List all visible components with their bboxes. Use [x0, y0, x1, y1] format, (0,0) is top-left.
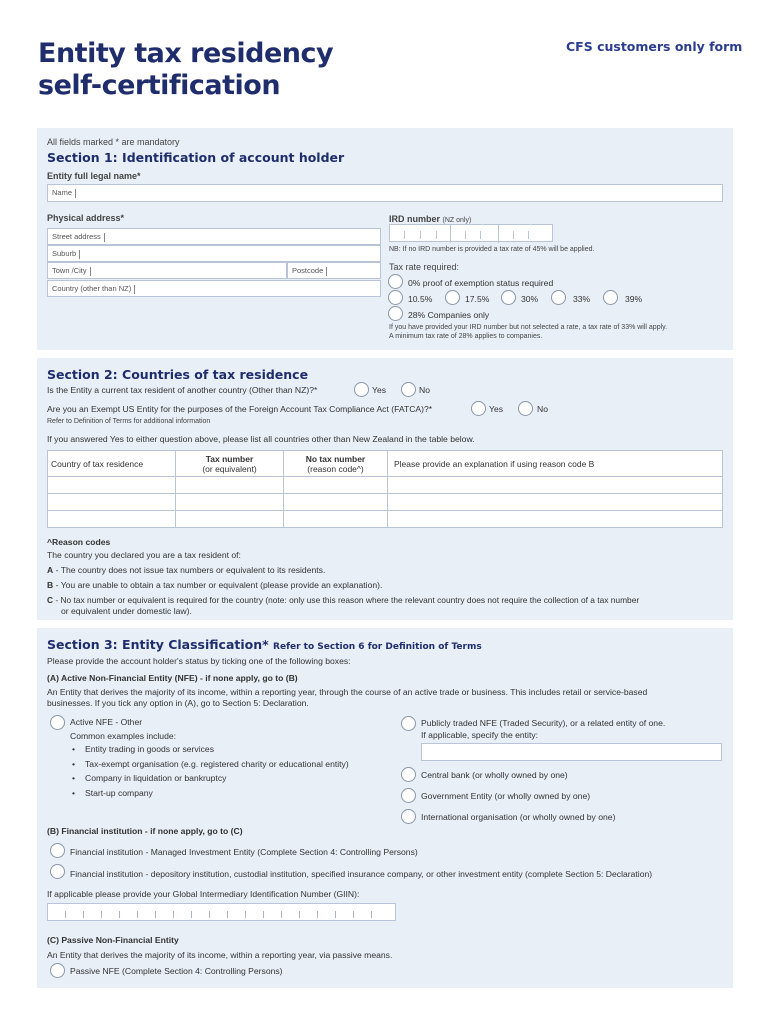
col-no-tax-number: No tax number (reason code^) [284, 451, 388, 477]
col-explanation: Please provide an explanation if using reason code B [388, 451, 723, 477]
rate-17-5-radio[interactable] [445, 290, 460, 305]
a-desc-2: businesses. If you tick any option in (A), go to Section 5: Declaration. [47, 698, 309, 708]
giin-label: If applicable please provide your Global Intermediary Identification Number (GIIN): [47, 889, 360, 899]
rate-note-2: A minimum tax rate of 28% applies to companies. [389, 333, 543, 340]
reason-code-b: B - You are unable to obtain a tax number or equivalent (please provide an explanation). [47, 580, 383, 590]
reason-code-a: A - The country does not issue tax numbers or equivalent to its residents. [47, 565, 326, 575]
a-title: (A) Active Non-Financial Entity (NFE) - if none apply, go to (B) [47, 673, 298, 683]
government-entity-radio[interactable] [401, 788, 416, 803]
q2-no-label: No [537, 404, 548, 414]
international-org-radio[interactable] [401, 809, 416, 824]
fi-depository-label: Financial institution - depository institution, custodial institution, specified insurance company, or other investment entity (complete Section 5: Declaration) [70, 869, 653, 879]
list-item: • Start-up company [70, 788, 349, 803]
fi-managed-label: Financial institution - Managed Investment Entity (Complete Section 4: Controlling Persons) [70, 847, 418, 857]
publicly-traded-label: Publicly traded NFE (Traded Security), or a related entity of one. [421, 718, 666, 728]
publicly-traded-specify: If applicable, specify the entity: [421, 730, 539, 740]
publicly-traded-entity-input[interactable] [421, 743, 722, 761]
section3-intro: Please provide the account holder's status by ticking one of the following boxes: [47, 656, 351, 666]
q1-yes-label: Yes [372, 385, 387, 395]
rate-exempt-label: 0% proof of exemption status required [408, 278, 554, 288]
rate-note-1: If you have provided your IRD number but not selected a rate, a tax rate of 33% will apply. [389, 324, 668, 331]
table-row [48, 494, 723, 511]
common-examples-label: Common examples include: [70, 731, 177, 741]
list-item: • Tax-exempt organisation (e.g. registered charity or educational entity) [70, 759, 349, 774]
tax-rate-label: Tax rate required: [389, 262, 460, 272]
q1-no-label: No [419, 385, 430, 395]
list-item: • Company in liquidation or bankruptcy [70, 773, 349, 788]
q1-no-radio[interactable] [401, 382, 416, 397]
col-tax-number: Tax number (or equivalent) [176, 451, 284, 477]
rate-39-label: 39% [625, 294, 643, 304]
entity-name-input[interactable] [47, 184, 723, 202]
street-placeholder: Street address [52, 232, 101, 241]
reason-codes-title: ^Reason codes [47, 537, 111, 547]
fi-managed-radio[interactable] [50, 843, 65, 858]
q1-yes-radio[interactable] [354, 382, 369, 397]
col-country: Country of tax residence [48, 451, 176, 477]
section3-title: Section 3: Entity Classification* Refer to Section 6 for Definition of Terms [47, 637, 482, 652]
suburb-input[interactable] [47, 245, 381, 262]
q2-no-radio[interactable] [518, 401, 533, 416]
ird-nz-only-note: (NZ only) [442, 217, 472, 224]
cfs-customers-badge: CFS customers only form [566, 39, 743, 54]
government-entity-label: Government Entity (or wholly owned by one) [421, 791, 591, 801]
country-input[interactable] [47, 280, 381, 297]
publicly-traded-radio[interactable] [401, 716, 416, 731]
fatca-q1-text: Is the Entity a current tax resident of another country (Other than NZ)?* [47, 385, 318, 395]
international-org-label: International organisation (or wholly owned by one) [421, 812, 616, 822]
postcode-input[interactable] [287, 262, 381, 279]
ird-number-label: IRD number (NZ only) [389, 214, 472, 224]
mandatory-note: All fields marked * are mandatory [47, 137, 180, 147]
physical-address-label: Physical address* [47, 213, 125, 223]
fi-depository-radio[interactable] [50, 864, 65, 879]
rate-10-5-radio[interactable] [388, 290, 403, 305]
table-header-row [48, 451, 723, 477]
c-desc: An Entity that derives the majority of its income, within a reporting year, via passive means. [47, 950, 393, 960]
c-title: (C) Passive Non-Financial Entity [47, 935, 179, 945]
giin-input[interactable] [47, 903, 396, 921]
suburb-placeholder: Suburb [52, 249, 77, 258]
active-nfe-other-label: Active NFE - Other [70, 717, 143, 727]
rate-33-label: 33% [573, 294, 591, 304]
reason-codes-intro: The country you declared you are a tax resident of: [47, 550, 241, 560]
section2-title: Section 2: Countries of tax residence [47, 367, 309, 382]
active-nfe-other-radio[interactable] [50, 715, 65, 730]
ird-nb-note: NB: If no IRD number is provided a tax rate of 45% will be applied. [389, 246, 595, 253]
a-desc-1: An Entity that derives the majority of its income, within a reporting year, through the course of an active trade or business. This includes retail or service-based [47, 687, 648, 697]
table-row [48, 477, 723, 494]
street-address-input[interactable] [47, 228, 381, 245]
rate-30-label: 30% [521, 294, 539, 304]
central-bank-radio[interactable] [401, 767, 416, 782]
section1-title: Section 1: Identification of account holder [47, 150, 345, 165]
tax-residence-table [47, 450, 723, 528]
rate-30-radio[interactable] [501, 290, 516, 305]
passive-nfe-label: Passive NFE (Complete Section 4: Controlling Persons) [70, 966, 283, 976]
legal-name-label: Entity full legal name* [47, 171, 141, 181]
postcode-placeholder: Postcode [292, 266, 324, 275]
b-title: (B) Financial institution - if none apply, go to (C) [47, 826, 243, 836]
refer-definitions-note: Refer to Definition of Terms for additional information [47, 418, 211, 425]
town-placeholder: Town /City [52, 266, 87, 275]
countries-instruction: If you answered Yes to either question above, please list all countries other than New Zealand in the table below. [47, 434, 475, 444]
fatca-q2-text: Are you an Exempt US Entity for the purposes of the Foreign Account Tax Compliance Act (FATCA)?* [47, 404, 433, 414]
form-title-line1: Entity tax residency [38, 38, 334, 69]
reason-code-c-cont: or equivalent under domestic law). [61, 606, 192, 616]
town-city-input[interactable] [47, 262, 287, 279]
list-item: • Entity trading in goods or services [70, 744, 349, 759]
form-title [38, 38, 333, 102]
q2-yes-radio[interactable] [471, 401, 486, 416]
passive-nfe-radio[interactable] [50, 963, 65, 978]
rate-28-companies-radio[interactable] [388, 306, 403, 321]
rate-17-5-label: 17.5% [465, 294, 490, 304]
section3-refer: Refer to Section 6 for Definition of Terms [273, 642, 482, 652]
rate-33-radio[interactable] [551, 290, 566, 305]
central-bank-label: Central bank (or wholly owned by one) [421, 770, 568, 780]
form-title-line2: self-certification [38, 70, 281, 101]
rate-39-radio[interactable] [603, 290, 618, 305]
rate-10-5-label: 10.5% [408, 294, 433, 304]
ird-number-input[interactable] [389, 224, 553, 242]
table-row [48, 511, 723, 528]
rate-exempt-radio[interactable] [388, 274, 403, 289]
reason-code-c: C - No tax number or equivalent is required for the country (note: only use this reason where the relevant country does not require the collection of a tax number [47, 595, 640, 605]
rate-28-companies-label: 28% Companies only [408, 310, 490, 320]
examples-list [70, 744, 349, 802]
q2-yes-label: Yes [489, 404, 504, 414]
country-placeholder: Country (other than NZ) [52, 284, 132, 293]
name-placeholder: Name [52, 188, 73, 197]
